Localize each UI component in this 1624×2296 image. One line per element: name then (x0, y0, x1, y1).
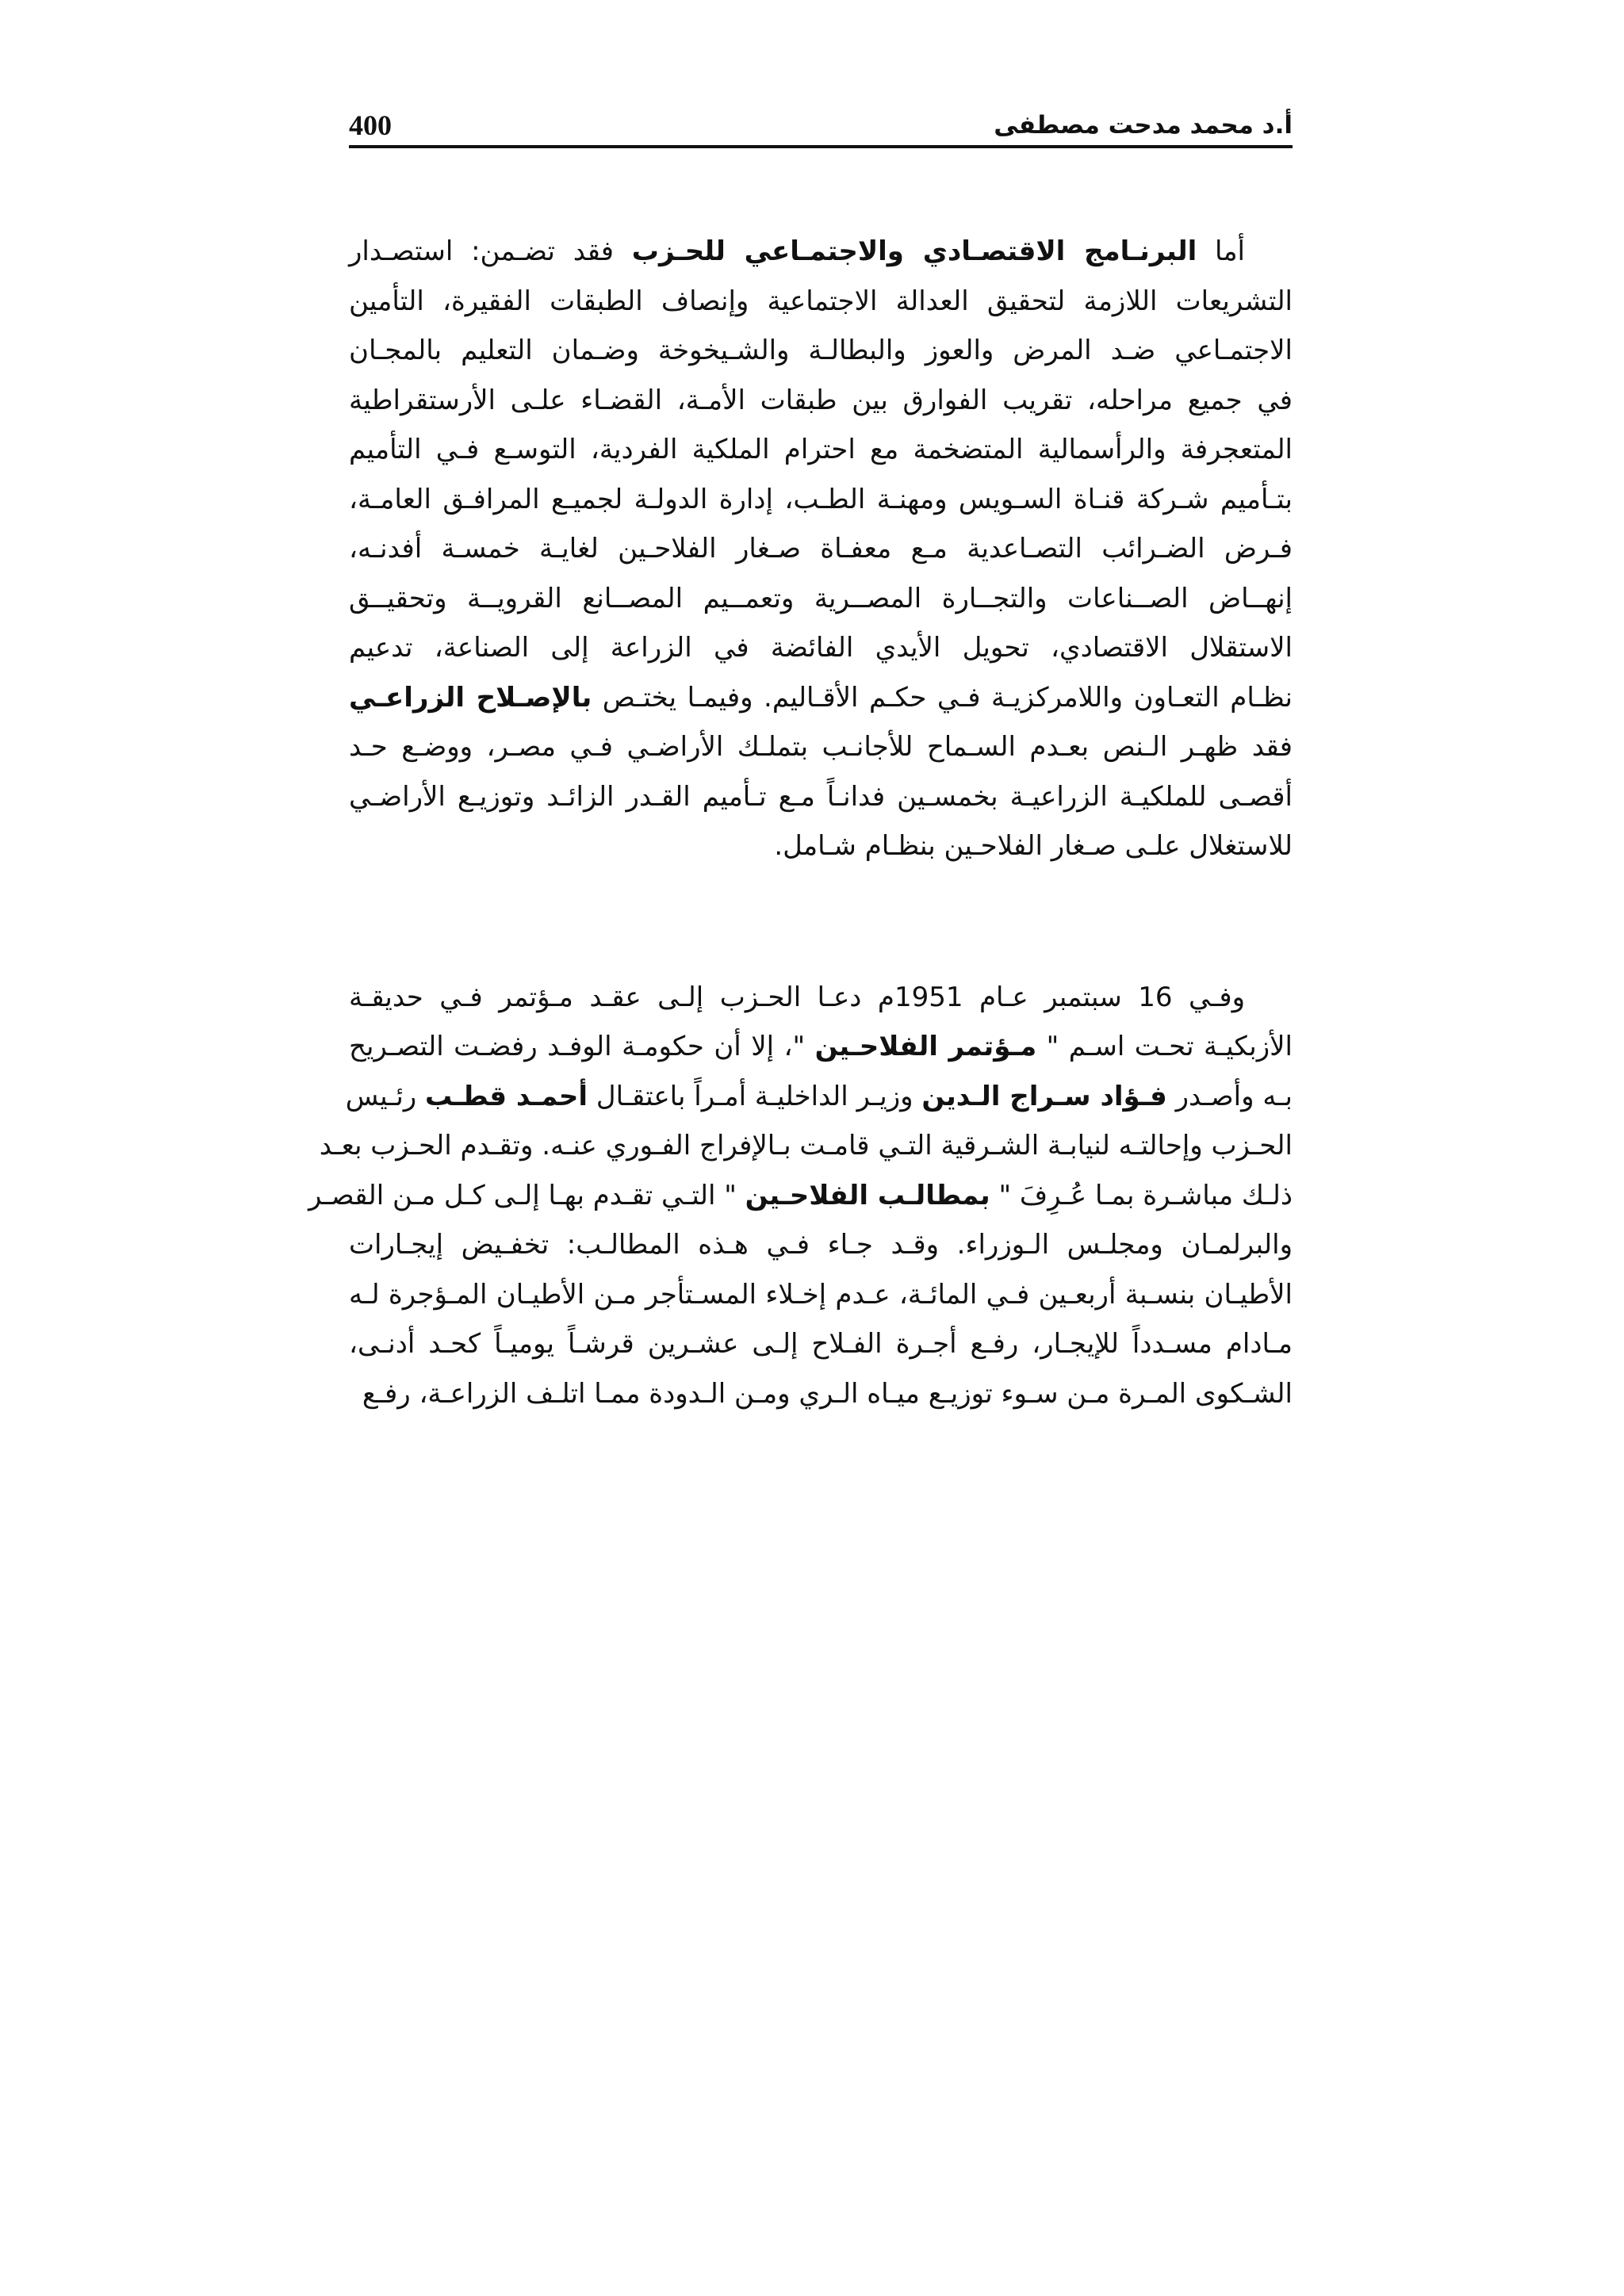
text-line (308, 1171, 1293, 1221)
paragraph (349, 227, 1293, 871)
text-run: بـه وأصـدر (1166, 1080, 1293, 1112)
text-run: رئـيس (345, 1080, 426, 1112)
bold-term: مـؤتمر الفلاحـين (814, 1031, 1037, 1062)
bold-term: فـؤاد سـراج الـدين (921, 1080, 1167, 1112)
text-run: الاجتمـاعي ضـد المرض والعوز والبطالـة والشـيخوخة وضـمان التعليم بالمجـان (349, 335, 1293, 366)
text-run: الحـزب وإحالتـه لنيابـة الشـرقية التـي قامـت بـالإفراج الفـوري عنـه. وتقـدم الحـزب بعـد (319, 1130, 1293, 1161)
text-run: " التـي تقـدم بهـا إلـى كـل مـن القصـر (308, 1179, 745, 1211)
text-line (349, 277, 1293, 327)
text-run: بتـأميم شـركة قنـاة السـويس ومهنـة الطـب، إدارة الدولـة لجميـع المرافـق العامـة، (349, 483, 1293, 515)
text-run: للاستغلال علـى صـغار الفلاحـين بنظـام شـامل. (774, 830, 1293, 862)
text-run: في جميع مراحله، تقريب الفوارق بين طبقات الأمـة، القضـاء علـى الأرستقراطية (349, 384, 1293, 416)
text-run: أقصـى للملكيـة الزراعيـة بخمسـين فدانـاً مـع تـأميم القـدر الزائـد وتوزيـع الأراضـي (349, 780, 1293, 813)
bold-term: بالإصـلاح الزراعـي (349, 681, 592, 714)
text-line (349, 1369, 1293, 1419)
text-run: نظـام التعـاون واللامركزيـة فـي حكـم الأقـاليم. وفيمـا يختـص (592, 681, 1293, 714)
text-run: التشريعات اللازمة لتحقيق العدالة الاجتماعية وإنصاف الطبقات الفقيرة، التأمين (349, 285, 1293, 317)
text-run: المتعجرفة والرأسمالية المتضخمة مع احترام الملكية الفردية، التوسـع فـي التأميم (349, 434, 1293, 465)
text-line (349, 524, 1293, 574)
text-run: إنهــاض الصــناعات والتجــارة المصــرية وتعمــيم المصــانع القرويــة وتحقيــق (349, 582, 1293, 614)
paragraph (308, 973, 1293, 1419)
text-run: الأطيـان بنسـبة أربعـين فـي المائـة، عـدم إخـلاء المسـتأجر مـن الأطيـان المـؤجرة لـه (349, 1278, 1293, 1311)
text-run: أما (1197, 235, 1246, 267)
text-line (349, 425, 1293, 475)
text-line (349, 227, 1293, 277)
text-line (349, 574, 1293, 624)
running-head: أ.د محمد مدحت مصطفى (994, 111, 1293, 140)
bold-term: أحمـد قطـب (425, 1080, 588, 1112)
text-line (349, 376, 1293, 426)
bold-term: بمطالـب الفلاحـين (745, 1179, 990, 1211)
text-line (349, 973, 1293, 1023)
text-run: والبرلمـان ومجلـس الـوزراء. وقـد جـاء فـي هـذه المطالـب: تخفـيض إيجـارات (349, 1229, 1293, 1261)
paragraph-gap (349, 871, 1293, 973)
text-run: الاستقلال الاقتصادي، تحويل الأيدي الفائضة في الزراعة إلى الصناعة، تدعيم (349, 632, 1293, 664)
bold-term: البرنـامج الاقتصـادي والاجتمـاعي للحـزب (631, 235, 1197, 267)
text-run: فقد تضـمن: استصـدار (349, 235, 632, 267)
text-line (349, 326, 1293, 376)
text-line (349, 821, 1293, 871)
text-line (349, 1270, 1293, 1320)
text-line (349, 772, 1293, 822)
text-line (349, 673, 1293, 723)
page-number: 400 (349, 109, 392, 141)
body-text (308, 227, 1293, 1418)
text-line (319, 1121, 1293, 1171)
text-run: فـرض الضـرائب التصـاعدية مـع معفـاة صـغار الفلاحـين لغايـة خمسـة أفدنـه، (349, 533, 1293, 564)
text-run: وزيـر الداخليـة أمـراً باعتقـال (588, 1080, 922, 1112)
text-run: الأزبكيـة تحـت اسـم " (1036, 1031, 1293, 1062)
text-line (349, 623, 1293, 673)
header-rule (349, 145, 1293, 148)
text-run: فقد ظهـر الـنص بعـدم السـماح للأجانـب بتملـك الأراضـي فـي مصـر، ووضـع حـد (349, 731, 1293, 763)
text-run: "، إلا أن حكومـة الوفـد رفضـت التصـريح (349, 1031, 815, 1062)
text-line (349, 1220, 1293, 1270)
text-run: الشـكوى المـرة مـن سـوء توزيـع ميـاه الـري ومـن الـدودة ممـا اتلـف الزراعـة، رفـع (362, 1377, 1293, 1410)
text-line (345, 1072, 1293, 1122)
text-line (349, 475, 1293, 525)
text-run: مـادام مسـدداً للإيجـار، رفـع أجـرة الفـلاح إلـى عشـرين قرشـاً يوميـاً كحـد أدنـى، (349, 1328, 1293, 1360)
text-run: وفـي 16 سبتمبر عـام 1951م دعـا الحـزب إلـى عقـد مـؤتمر فـي حديقـة (349, 981, 1246, 1013)
page-header (349, 103, 1293, 147)
text-line (349, 722, 1293, 772)
text-line (349, 1319, 1293, 1369)
text-line (349, 1022, 1293, 1072)
text-run: ذلـك مباشـرة بمـا عُـرِفَ " (990, 1179, 1293, 1211)
